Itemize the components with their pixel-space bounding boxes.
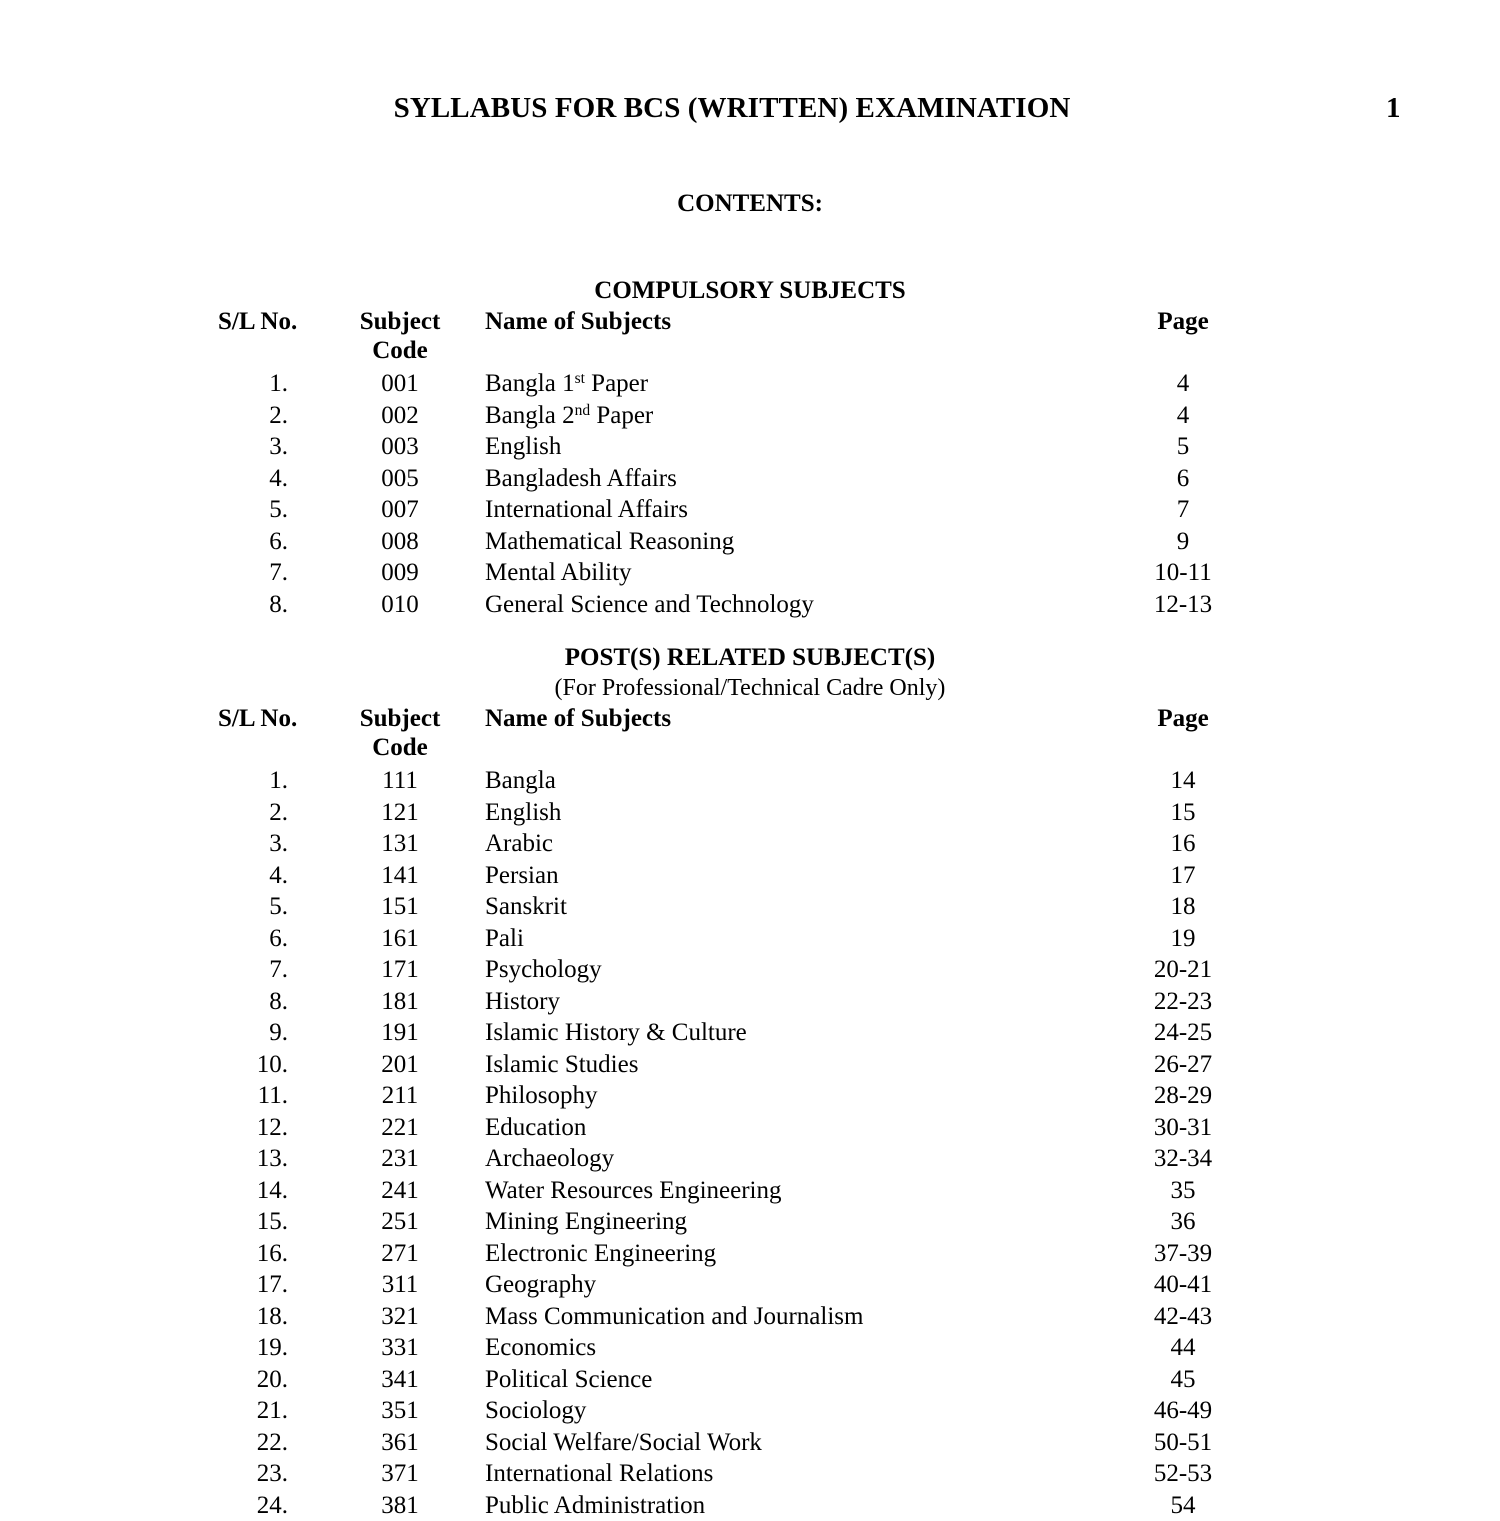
cell-subject-name: Mining Engineering [485,1206,1125,1238]
cell-subject-name: International Affairs [485,494,1125,526]
toc-table-compulsory [0,306,1500,620]
cell-subject-name: Islamic Studies [485,1049,1125,1081]
column-header-subject-code-line1: Subject [340,306,460,337]
cell-subject-name: Electronic Engineering [485,1238,1125,1270]
cell-subject-name: Psychology [485,954,1125,986]
contents-heading: CONTENTS: [0,188,1500,220]
cell-sl-no: 3. [200,431,288,463]
cell-page: 4 [1120,400,1246,432]
cell-subject-name: Bangla 2nd Paper [485,400,1125,432]
section-subtitle: (For Professional/Technical Cadre Only) [0,673,1500,703]
column-header-name-of-subjects: Name of Subjects [485,306,1005,337]
cell-page: 16 [1120,828,1246,860]
section-title: POST(S) RELATED SUBJECT(S) [0,643,1500,673]
table-row[interactable] [0,954,1500,986]
cell-subject-name: Mental Ability [485,557,1125,589]
cell-subject-name: Arabic [485,828,1125,860]
cell-sl-no: 14. [200,1175,288,1207]
column-header-sl-no: S/L No. [218,306,328,337]
cell-subject-code: 221 [340,1112,460,1144]
cell-page: 32-34 [1120,1143,1246,1175]
cell-sl-no: 22. [200,1427,288,1459]
cell-page: 18 [1120,891,1246,923]
cell-subject-name: Pali [485,923,1125,955]
cell-sl-no: 11. [200,1080,288,1112]
table-header-row [0,306,1500,368]
cell-sl-no: 13. [200,1143,288,1175]
cell-subject-name: Islamic History & Culture [485,1017,1125,1049]
cell-page: 5 [1120,431,1246,463]
cell-sl-no: 23. [200,1458,288,1490]
column-header-name-of-subjects: Name of Subjects [485,703,1005,734]
cell-page: 26-27 [1120,1049,1246,1081]
table-row[interactable] [0,1112,1500,1144]
cell-subject-code: 271 [340,1238,460,1270]
table-row[interactable] [0,986,1500,1018]
column-header-subject-code-line1: Subject [340,703,460,734]
cell-sl-no: 2. [200,400,288,432]
cell-sl-no: 21. [200,1395,288,1427]
cell-subject-code: 211 [340,1080,460,1112]
cell-subject-code: 321 [340,1301,460,1333]
table-row[interactable] [0,431,1500,463]
table-row[interactable] [0,797,1500,829]
table-row[interactable] [0,1206,1500,1238]
cell-sl-no: 17. [200,1269,288,1301]
cell-sl-no: 5. [200,494,288,526]
cell-subject-code: 002 [340,400,460,432]
cell-subject-code: 241 [340,1175,460,1207]
cell-page: 4 [1120,368,1246,400]
table-row[interactable] [0,1427,1500,1459]
table-row[interactable] [0,1458,1500,1490]
column-header-subject-code-line2: Code [340,732,460,763]
cell-page: 9 [1120,526,1246,558]
cell-page: 7 [1120,494,1246,526]
cell-subject-name: History [485,986,1125,1018]
cell-subject-code: 191 [340,1017,460,1049]
table-row[interactable] [0,1301,1500,1333]
cell-subject-code: 171 [340,954,460,986]
table-row[interactable] [0,1332,1500,1364]
cell-subject-code: 351 [340,1395,460,1427]
table-row[interactable] [0,557,1500,589]
table-row[interactable] [0,923,1500,955]
table-row[interactable] [0,368,1500,400]
cell-sl-no: 3. [200,828,288,860]
column-header-subject-code-line2: Code [340,335,460,366]
cell-subject-name: Philosophy [485,1080,1125,1112]
table-row[interactable] [0,526,1500,558]
cell-sl-no: 1. [200,765,288,797]
cell-page: 12-13 [1120,589,1246,621]
table-row[interactable] [0,891,1500,923]
page-title: SYLLABUS FOR BCS (WRITTEN) EXAMINATION [0,88,1464,128]
table-row[interactable] [0,1143,1500,1175]
table-body [0,765,1500,1521]
cell-subject-code: 010 [340,589,460,621]
cell-subject-name: Bangla 1st Paper [485,368,1125,400]
cell-subject-code: 381 [340,1490,460,1521]
cell-subject-code: 003 [340,431,460,463]
table-row[interactable] [0,1364,1500,1396]
table-row[interactable] [0,765,1500,797]
cell-subject-name: Bangla [485,765,1125,797]
cell-subject-name: Persian [485,860,1125,892]
column-header-sl-no: S/L No. [218,703,328,734]
cell-subject-code: 008 [340,526,460,558]
cell-subject-name: Bangladesh Affairs [485,463,1125,495]
cell-page: 46-49 [1120,1395,1246,1427]
table-row[interactable] [0,1238,1500,1270]
cell-page: 10-11 [1120,557,1246,589]
cell-page: 54 [1120,1490,1246,1521]
cell-sl-no: 7. [200,557,288,589]
cell-sl-no: 9. [200,1017,288,1049]
cell-page: 44 [1120,1332,1246,1364]
cell-subject-name: Mass Communication and Journalism [485,1301,1125,1333]
cell-sl-no: 1. [200,368,288,400]
section-post-related-subjects [0,643,1500,1521]
cell-sl-no: 4. [200,463,288,495]
cell-subject-code: 141 [340,860,460,892]
cell-page: 30-31 [1120,1112,1246,1144]
cell-subject-name: General Science and Technology [485,589,1125,621]
cell-subject-code: 181 [340,986,460,1018]
cell-page: 24-25 [1120,1017,1246,1049]
cell-subject-code: 007 [340,494,460,526]
cell-page: 37-39 [1120,1238,1246,1270]
cell-subject-code: 001 [340,368,460,400]
table-row[interactable] [0,1395,1500,1427]
cell-subject-code: 341 [340,1364,460,1396]
cell-subject-name: Education [485,1112,1125,1144]
cell-subject-name: Archaeology [485,1143,1125,1175]
cell-subject-name: Water Resources Engineering [485,1175,1125,1207]
cell-page: 45 [1120,1364,1246,1396]
cell-subject-code: 111 [340,765,460,797]
cell-subject-name: Geography [485,1269,1125,1301]
table-row[interactable] [0,1080,1500,1112]
cell-sl-no: 4. [200,860,288,892]
table-row[interactable] [0,589,1500,621]
table-row[interactable] [0,1269,1500,1301]
cell-subject-name: English [485,431,1125,463]
cell-subject-code: 151 [340,891,460,923]
cell-subject-name: Sociology [485,1395,1125,1427]
table-row[interactable] [0,860,1500,892]
cell-subject-code: 005 [340,463,460,495]
toc-table-post-related [0,703,1500,1521]
cell-subject-name: Public Administration [485,1490,1125,1521]
table-header-row [0,703,1500,765]
cell-page: 35 [1120,1175,1246,1207]
cell-page: 22-23 [1120,986,1246,1018]
column-header-page: Page [1120,703,1246,734]
cell-sl-no: 15. [200,1206,288,1238]
cell-sl-no: 16. [200,1238,288,1270]
cell-subject-name: English [485,797,1125,829]
cell-subject-code: 201 [340,1049,460,1081]
table-row[interactable] [0,1490,1500,1521]
cell-subject-code: 251 [340,1206,460,1238]
cell-subject-code: 311 [340,1269,460,1301]
cell-page: 15 [1120,797,1246,829]
cell-sl-no: 5. [200,891,288,923]
cell-subject-code: 161 [340,923,460,955]
section-compulsory-subjects [0,276,1500,620]
cell-sl-no: 19. [200,1332,288,1364]
cell-page: 14 [1120,765,1246,797]
table-row[interactable] [0,828,1500,860]
table-row[interactable] [0,1017,1500,1049]
cell-subject-name: International Relations [485,1458,1125,1490]
cell-subject-code: 231 [340,1143,460,1175]
column-header-page: Page [1120,306,1246,337]
cell-sl-no: 18. [200,1301,288,1333]
section-title: COMPULSORY SUBJECTS [0,276,1500,306]
cell-sl-no: 6. [200,923,288,955]
cell-sl-no: 7. [200,954,288,986]
cell-sl-no: 24. [200,1490,288,1521]
cell-subject-code: 361 [340,1427,460,1459]
table-row[interactable] [0,463,1500,495]
cell-sl-no: 8. [200,986,288,1018]
cell-page: 42-43 [1120,1301,1246,1333]
cell-page: 20-21 [1120,954,1246,986]
table-row[interactable] [0,1175,1500,1207]
table-row[interactable] [0,494,1500,526]
cell-page: 28-29 [1120,1080,1246,1112]
cell-page: 19 [1120,923,1246,955]
cell-subject-code: 121 [340,797,460,829]
table-body [0,368,1500,620]
cell-subject-code: 331 [340,1332,460,1364]
cell-sl-no: 12. [200,1112,288,1144]
cell-sl-no: 2. [200,797,288,829]
cell-subject-name: Political Science [485,1364,1125,1396]
table-row[interactable] [0,1049,1500,1081]
cell-subject-code: 009 [340,557,460,589]
cell-subject-name: Mathematical Reasoning [485,526,1125,558]
cell-subject-name: Sanskrit [485,891,1125,923]
cell-sl-no: 8. [200,589,288,621]
cell-subject-name: Social Welfare/Social Work [485,1427,1125,1459]
document-header [0,88,1500,132]
cell-page: 52-53 [1120,1458,1246,1490]
cell-sl-no: 6. [200,526,288,558]
cell-page: 50-51 [1120,1427,1246,1459]
cell-page: 6 [1120,463,1246,495]
table-row[interactable] [0,400,1500,432]
cell-subject-name: Economics [485,1332,1125,1364]
cell-sl-no: 20. [200,1364,288,1396]
cell-subject-code: 371 [340,1458,460,1490]
cell-sl-no: 10. [200,1049,288,1081]
cell-page: 36 [1120,1206,1246,1238]
cell-subject-code: 131 [340,828,460,860]
cell-page: 40-41 [1120,1269,1246,1301]
page-number: 1 [1386,88,1401,128]
cell-page: 17 [1120,860,1246,892]
